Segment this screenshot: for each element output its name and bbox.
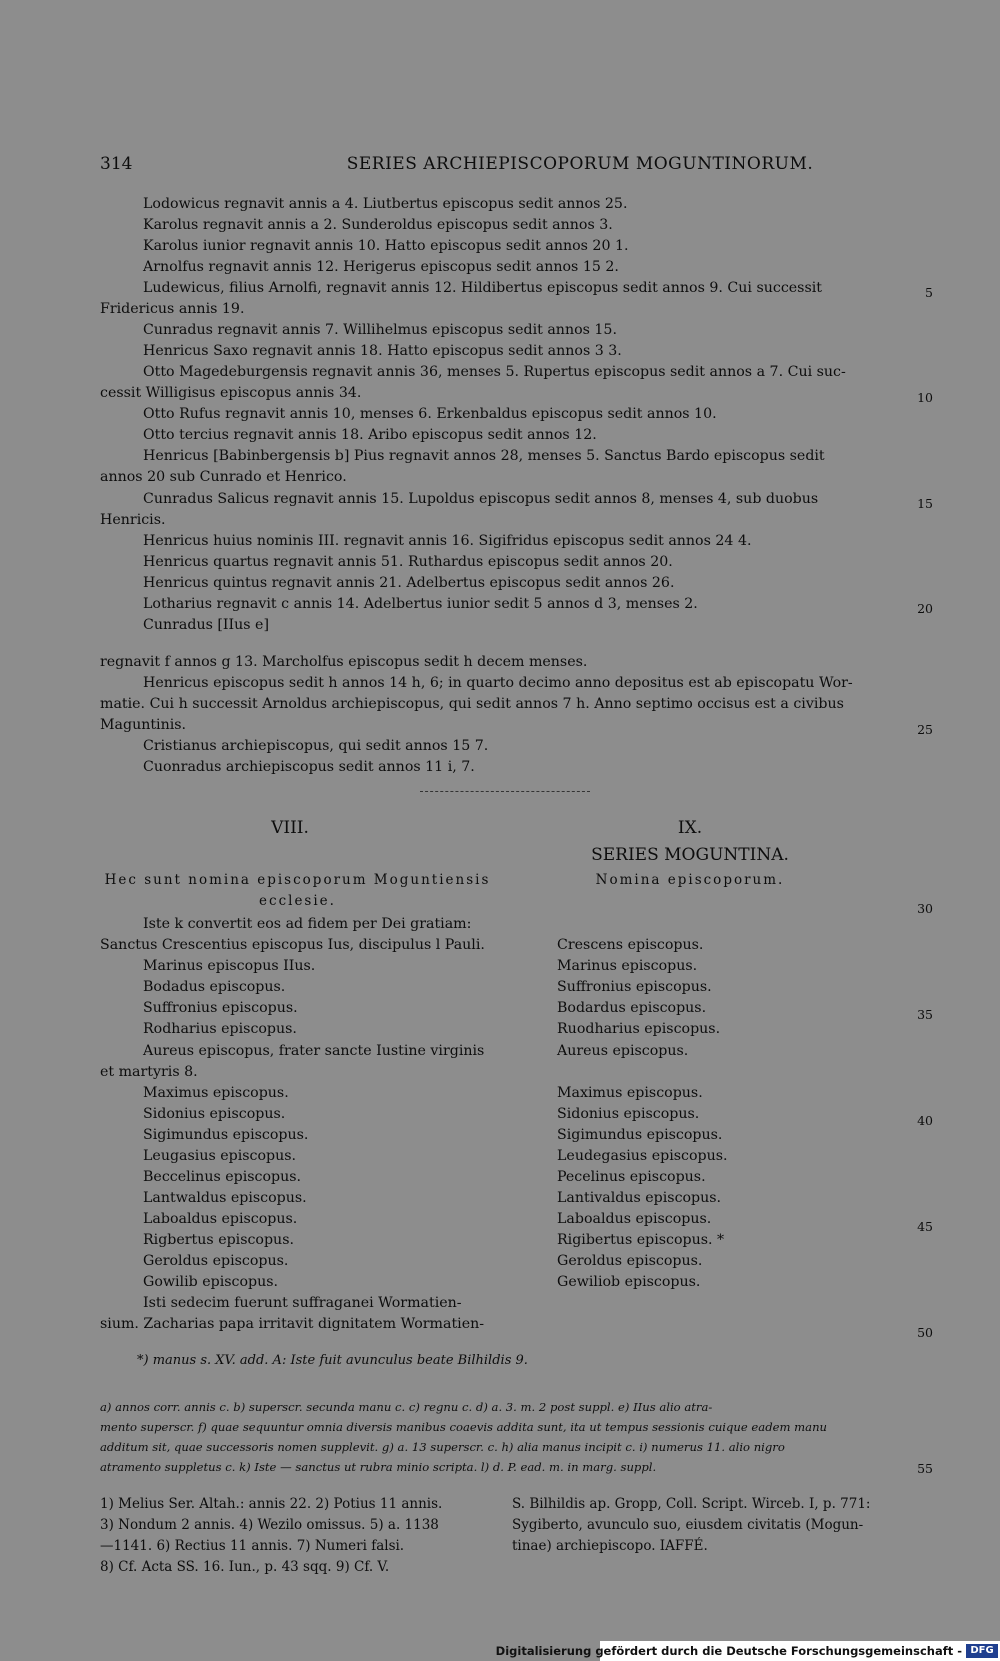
line-number: 25: [917, 722, 933, 737]
text-line: Henricus huius nominis III. regnavit annis 16. Sigifridus episcopus sedit annos 24 4.: [143, 533, 752, 549]
text-line: Henricus episcopus sedit h annos 14 h, 6; in quarto decimo anno depositus est ab episcopatu Wor-: [143, 675, 853, 691]
line-number: 45: [917, 1219, 933, 1234]
text-line: Cristianus archiepiscopus, qui sedit annos 15 7.: [143, 738, 489, 754]
left-line: Aureus episcopus, frater sancte Iustine virginis: [143, 1043, 485, 1059]
footnote-line: 8) Cf. Acta SS. 16. Iun., p. 43 sqq. 9) Cf. V.: [100, 1559, 390, 1575]
footnote-line: additum sit, quae successoris nomen supplevit. g) a. 13 superscr. c. h) alia manus incipit c. i) numerus 11. alio nigro: [100, 1440, 785, 1454]
footnote-line: —1141. 6) Rectius 11 annis. 7) Numeri falsi.: [100, 1538, 405, 1554]
left-line: Leugasius episcopus.: [143, 1148, 297, 1164]
section-subheading: Nomina episcoporum.: [595, 872, 785, 888]
footnote-line: Sygiberto, avunculo suo, eiusdem civitatis (Mogun-: [512, 1517, 864, 1533]
right-line: Crescens episcopus.: [557, 937, 704, 953]
right-line: Maximus episcopus.: [557, 1085, 703, 1101]
left-line: et martyris 8.: [100, 1064, 198, 1080]
right-line: Aureus episcopus.: [557, 1043, 689, 1059]
section-heading-viii: VIII.: [271, 818, 309, 838]
text-line: Otto tercius regnavit annis 18. Aribo episcopus sedit annos 12.: [143, 427, 597, 443]
text-line: Cunradus regnavit annis 7. Willihelmus episcopus sedit annos 15.: [143, 322, 617, 338]
right-line: Leudegasius episcopus.: [557, 1148, 728, 1164]
footnote-line: tinae) archiepiscopo. IAFFÉ.: [512, 1538, 708, 1554]
page-number: 314: [100, 154, 133, 174]
left-line: Bodadus episcopus.: [143, 979, 286, 995]
text-line: Lodowicus regnavit annis a 4. Liutbertus episcopus sedit annos 25.: [143, 196, 628, 212]
line-number: 5: [925, 285, 933, 300]
footnote-line: atramento suppletus c. k) Iste — sanctus ut rubra minio scripta. l) d. P. ead. m. in marg. suppl.: [100, 1460, 657, 1474]
footnote-line: 3) Nondum 2 annis. 4) Wezilo omissus. 5) a. 1138: [100, 1517, 439, 1533]
right-line: Suffronius episcopus.: [557, 979, 712, 995]
right-line: Bodardus episcopus.: [557, 1000, 707, 1016]
dfg-logo: DFG: [966, 1644, 998, 1658]
text-line: Lotharius regnavit c annis 14. Adelbertus iunior sedit 5 annos d 3, menses 2.: [143, 596, 698, 612]
text-line: Henricus [Babinbergensis b] Pius regnavit annos 28, menses 5. Sanctus Bardo episcopus sedit: [143, 448, 825, 464]
left-line: sium. Zacharias papa irritavit dignitatem Wormatien-: [100, 1316, 485, 1332]
section-title-series-moguntina: SERIES MOGUNTINA.: [591, 845, 789, 865]
footnote-line: mento superscr. f) quae sequuntur omnia diversis manibus coaevis addita sunt, ita ut tempus sessionis cuique eadem manu: [100, 1420, 827, 1434]
left-line: Rigbertus episcopus.: [143, 1232, 294, 1248]
text-line: Fridericus annis 19.: [100, 301, 245, 317]
line-number: 50: [917, 1325, 933, 1340]
text-line: Karolus regnavit annis a 2. Sunderoldus episcopus sedit annos 3.: [143, 217, 613, 233]
left-line: Suffronius episcopus.: [143, 1000, 298, 1016]
left-line: Iste k convertit eos ad fidem per Dei gratiam:: [143, 916, 472, 932]
right-line: Sigimundus episcopus.: [557, 1127, 723, 1143]
section-subheading: Hec sunt nomina episcoporum Moguntiensis: [104, 872, 491, 888]
line-number: 40: [917, 1113, 933, 1128]
left-line: Beccelinus episcopus.: [143, 1169, 302, 1185]
line-number: 15: [917, 496, 933, 511]
line-number: 10: [917, 390, 933, 405]
text-line: annos 20 sub Cunrado et Henrico.: [100, 469, 347, 485]
page-header: [100, 154, 920, 178]
footnote-line: 1) Melius Ser. Altah.: annis 22. 2) Potius 11 annis.: [100, 1496, 443, 1512]
left-line: Sigimundus episcopus.: [143, 1127, 309, 1143]
funding-text: Digitalisierung gefördert durch die Deutsche Forschungsgemeinschaft -: [495, 1644, 962, 1658]
funding-footer: [495, 1641, 1000, 1661]
right-line: Laboaldus episcopus.: [557, 1211, 712, 1227]
line-number: 55: [917, 1461, 933, 1476]
left-line: Laboaldus episcopus.: [143, 1211, 298, 1227]
line-number: 20: [917, 601, 933, 616]
text-line: Arnolfus regnavit annis 12. Herigerus episcopus sedit annos 15 2.: [143, 259, 619, 275]
left-line: Sanctus Crescentius episcopus Ius, discipulus l Pauli.: [100, 937, 485, 953]
right-line: Geroldus episcopus.: [557, 1253, 703, 1269]
right-line: Gewiliob episcopus.: [557, 1274, 701, 1290]
left-line: Sidonius episcopus.: [143, 1106, 286, 1122]
section-heading-ix: IX.: [677, 818, 703, 838]
text-line: regnavit f annos g 13. Marcholfus episcopus sedit h decem menses.: [100, 654, 588, 670]
text-line: Ludewicus, filius Arnolfi, regnavit annis 12. Hildibertus episcopus sedit annos 9. Cui successit: [143, 280, 822, 296]
footnote-line: a) annos corr. annis c. b) superscr. secunda manu c. c) regnu c. d) a. 3. m. 2 post suppl. e) IIus alio atra-: [100, 1400, 713, 1414]
text-line: Henricus quartus regnavit annis 51. Ruthardus episcopus sedit annos 20.: [143, 554, 673, 570]
line-number: 35: [917, 1007, 933, 1022]
left-line: Marinus episcopus IIus.: [143, 958, 316, 974]
text-line: Otto Magedeburgensis regnavit annis 36, menses 5. Rupertus episcopus sedit annos a 7. Cui suc-: [143, 364, 846, 380]
section-subheading: ecclesie.: [259, 893, 336, 909]
left-line: Geroldus episcopus.: [143, 1253, 289, 1269]
text-line: Cunradus Salicus regnavit annis 15. Lupoldus episcopus sedit annos 8, menses 4, sub duobus: [143, 491, 819, 507]
text-line: matie. Cui h successit Arnoldus archiepiscopus, qui sedit annos 7 h. Anno septimo occisus est a civibus: [100, 696, 844, 712]
running-title: SERIES ARCHIEPISCOPORUM MOGUNTINORUM.: [346, 154, 814, 174]
footnote-line: S. Bilhildis ap. Gropp, Coll. Script. Wirceb. I, p. 771:: [512, 1496, 871, 1512]
right-line: Ruodharius episcopus.: [557, 1021, 721, 1037]
left-line: Gowilib episcopus.: [143, 1274, 279, 1290]
line-number: 30: [917, 901, 933, 916]
section-divider: [420, 791, 590, 792]
left-line: Maximus episcopus.: [143, 1085, 289, 1101]
text-line: Karolus iunior regnavit annis 10. Hatto episcopus sedit annos 20 1.: [143, 238, 629, 254]
text-line: Maguntinis.: [100, 717, 187, 733]
text-line: Henricis.: [100, 512, 166, 528]
right-line: Rigibertus episcopus. *: [557, 1232, 725, 1248]
text-line: Henricus Saxo regnavit annis 18. Hatto episcopus sedit annos 3 3.: [143, 343, 622, 359]
left-line: Lantwaldus episcopus.: [143, 1190, 307, 1206]
text-line: Otto Rufus regnavit annis 10, menses 6. Erkenbaldus episcopus sedit annos 10.: [143, 406, 717, 422]
left-line: Rodharius episcopus.: [143, 1021, 297, 1037]
text-line: Cuonradus archiepiscopus sedit annos 11 i, 7.: [143, 759, 475, 775]
asterisk-note: *) manus s. XV. add. A: Iste fuit avunculus beate Bilhildis 9.: [137, 1353, 528, 1368]
right-line: Pecelinus episcopus.: [557, 1169, 706, 1185]
right-line: Lantivaldus episcopus.: [557, 1190, 722, 1206]
text-line: Cunradus [IIus e]: [143, 617, 269, 633]
text-line: Henricus quintus regnavit annis 21. Adelbertus episcopus sedit annos 26.: [143, 575, 675, 591]
text-line: cessit Willigisus episcopus annis 34.: [100, 385, 362, 401]
left-line: Isti sedecim fuerunt suffraganei Wormatien-: [143, 1295, 462, 1311]
right-line: Sidonius episcopus.: [557, 1106, 700, 1122]
right-line: Marinus episcopus.: [557, 958, 698, 974]
